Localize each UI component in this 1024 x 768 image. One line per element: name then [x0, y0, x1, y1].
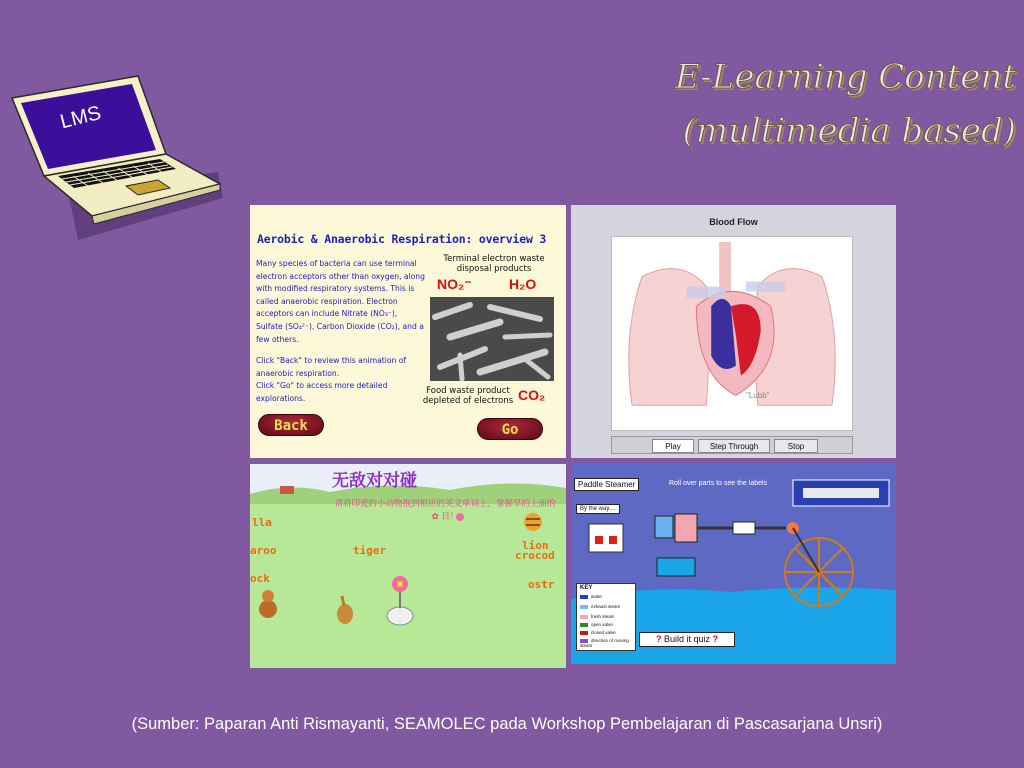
- word-target-peacock[interactable]: ock: [250, 572, 270, 585]
- respiration-paragraph-2: [256, 355, 426, 405]
- water-label: H₂O: [509, 276, 537, 292]
- bacteria-micrograph: [430, 297, 554, 381]
- key-item-open-valve-label: open valve: [591, 622, 613, 627]
- paddle-steamer-screenshot: [571, 464, 896, 664]
- key-title: KEY: [580, 585, 593, 591]
- key-item-exhaust-label: exhaust steam: [591, 604, 621, 609]
- blood-flow-screenshot: [571, 205, 896, 458]
- game-instructions: 请将印爱的小动物拖到相应的英文单词上，掌握早的上面的 ✿ 目！: [334, 499, 556, 522]
- key-item-water: [580, 594, 636, 599]
- stop-button[interactable]: Stop: [774, 439, 818, 453]
- quiz-question-mark-right: ?: [712, 634, 719, 644]
- quiz-label: Build it quiz: [663, 634, 711, 644]
- back-button[interactable]: Back: [258, 414, 324, 436]
- key-item-direction-label: direction of moving steam: [580, 638, 629, 648]
- key-item-water-label: water: [591, 594, 603, 599]
- diagram-key: [576, 583, 636, 651]
- play-button[interactable]: Play: [652, 439, 694, 453]
- nitrite-label: NO₂⁻: [437, 276, 472, 292]
- animation-controls: [611, 436, 853, 454]
- word-target-ostrich[interactable]: ostr: [528, 578, 555, 591]
- respiration-paragraph-1: Many species of bacteria can use terminal electron acceptors other than oxygen, along with modified respiratory systems. This is called anaerobic respiration. Electron acceptors can include Nitrate (NO₃⁻), Sulfate (SO₄²⁻), Carbon Dioxide (CO₂), and a few others.: [256, 259, 425, 344]
- key-item-closed-valve: [580, 630, 636, 635]
- game-background: [250, 464, 566, 668]
- game-title: 无敌对对碰: [332, 471, 417, 491]
- word-target-gorilla[interactable]: lla: [252, 516, 272, 529]
- go-button[interactable]: Go: [477, 418, 543, 440]
- quiz-question-mark-left: ?: [655, 634, 662, 644]
- title-line-2: (multimedia based): [682, 111, 1016, 151]
- word-target-crocodile[interactable]: crocod: [515, 549, 555, 562]
- word-target-kangaroo[interactable]: aroo: [250, 544, 277, 557]
- build-it-quiz-button[interactable]: [639, 632, 735, 647]
- key-item-exhaust: [580, 604, 636, 609]
- laptop-screen-label: LMS: [58, 102, 104, 134]
- respiration-screenshot: [250, 205, 566, 458]
- word-target-lion[interactable]: lion: [522, 539, 549, 552]
- heart-sound-label: "Lubb": [746, 391, 770, 400]
- slide-title: [675, 50, 1016, 158]
- respiration-back-instruction: Click "Back" to review this animation of anaerobic respiration.: [256, 356, 407, 378]
- animal-word-game-screenshot: [250, 464, 566, 668]
- source-caption: (Sumber: Paparan Anti Rismayanti, SEAMOLEC pada Workshop Pembelajaran di Pascasarjana Unsri): [131, 715, 883, 733]
- heart-lungs-diagram: [611, 236, 853, 431]
- rollover-hint: Roll over parts to see the labels: [669, 480, 768, 487]
- respiration-body: [256, 258, 426, 415]
- step-through-button[interactable]: Step Through: [698, 439, 770, 453]
- carbon-dioxide-label: CO₂: [518, 387, 546, 403]
- respiration-title: Aerobic & Anaerobic Respiration: overview 3: [257, 232, 547, 246]
- key-item-fresh-label: fresh steam: [591, 614, 615, 619]
- key-item-closed-valve-label: closed valve: [591, 630, 616, 635]
- paddle-steamer-label: Paddle Steamer: [574, 478, 639, 491]
- waste-products-caption: Terminal electron waste disposal products: [443, 254, 545, 274]
- word-target-tiger[interactable]: tiger: [353, 544, 387, 557]
- key-item-fresh: [580, 614, 636, 619]
- by-the-way-button[interactable]: By the way....: [576, 504, 620, 514]
- key-item-open-valve: [580, 622, 636, 627]
- title-line-1: E-Learning Content: [674, 57, 1016, 97]
- food-waste-caption: Food waste product depleted of electrons: [422, 386, 514, 406]
- respiration-go-instruction: Click "Go" to access more detailed explorations.: [256, 381, 388, 403]
- heart-lungs-illustration: [612, 237, 852, 430]
- key-item-direction: [580, 638, 636, 648]
- blood-flow-title: Blood Flow: [709, 217, 758, 227]
- laptop-illustration: [8, 72, 228, 242]
